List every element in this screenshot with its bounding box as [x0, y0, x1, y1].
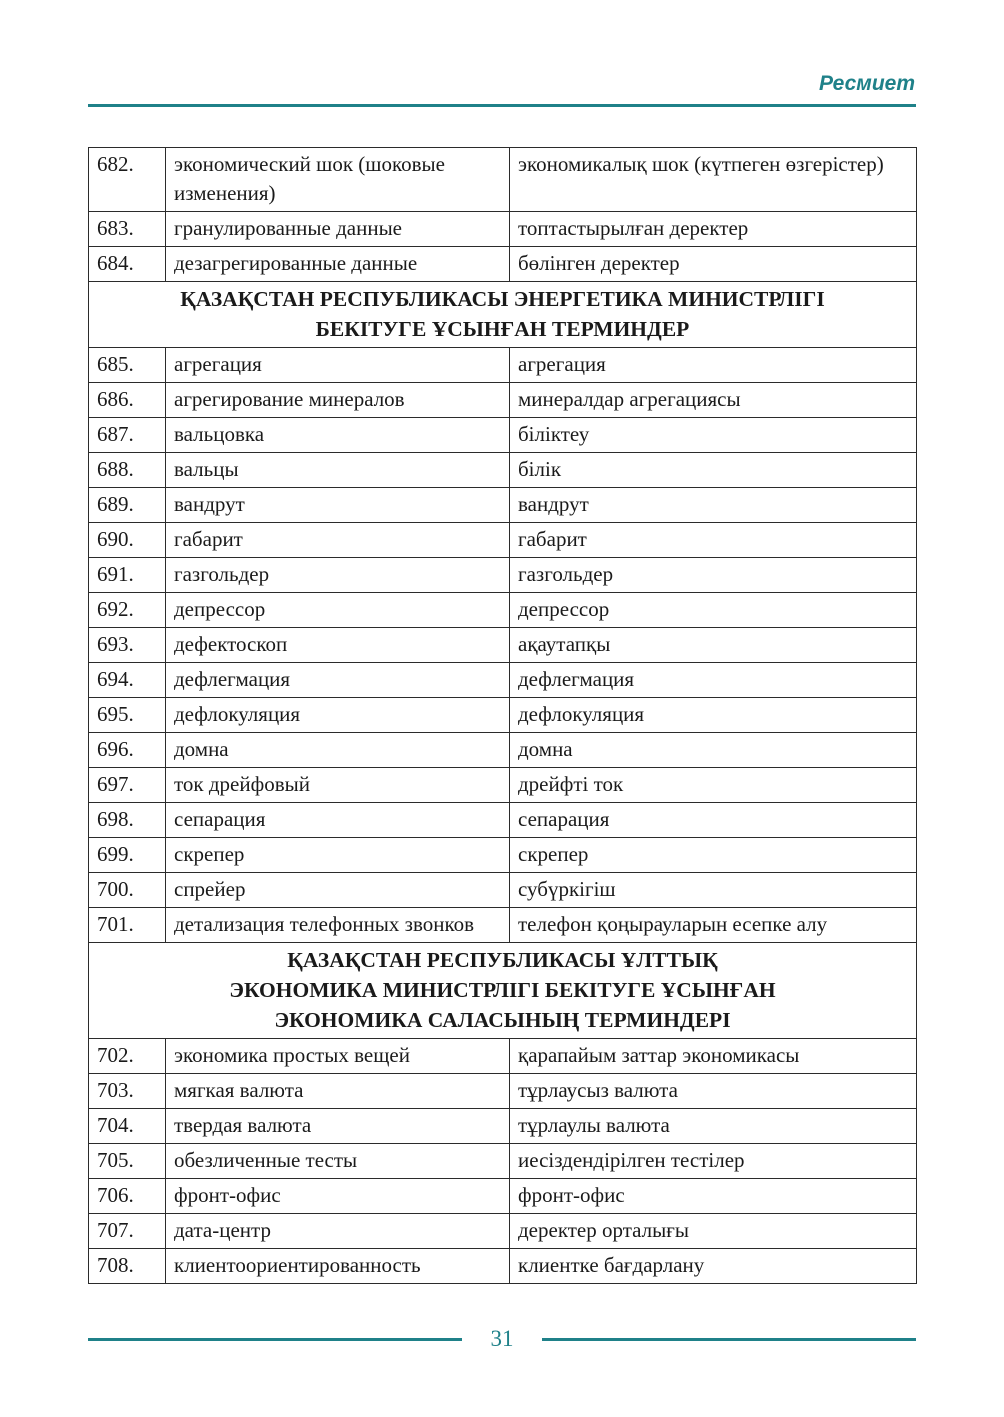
section-heading	[89, 282, 917, 348]
term-number: 705.	[89, 1144, 166, 1179]
table-row	[89, 768, 917, 803]
term-russian: твердая валюта	[166, 1109, 510, 1144]
term-russian: фронт-офис	[166, 1179, 510, 1214]
term-kazakh: клиентке бағдарлану	[510, 1249, 917, 1284]
term-number: 683.	[89, 212, 166, 247]
term-russian: ток дрейфовый	[166, 768, 510, 803]
section-heading-line: ҚАЗАҚСТАН РЕСПУБЛИКАСЫ ЭНЕРГЕТИКА МИНИСТРЛІГІ	[180, 287, 825, 311]
term-kazakh: сепарация	[510, 803, 917, 838]
table-row	[89, 838, 917, 873]
table-row	[89, 698, 917, 733]
term-kazakh: білік	[510, 453, 917, 488]
table-row	[89, 1039, 917, 1074]
table-row	[89, 1074, 917, 1109]
table-row	[89, 558, 917, 593]
table-row	[89, 908, 917, 943]
term-number: 691.	[89, 558, 166, 593]
term-kazakh: қарапайым заттар экономикасы	[510, 1039, 917, 1074]
section-heading	[89, 943, 917, 1039]
term-number: 704.	[89, 1109, 166, 1144]
section-row-economy	[89, 943, 917, 1039]
term-russian: клиентоориентированность	[166, 1249, 510, 1284]
table-row	[89, 628, 917, 663]
table-row	[89, 383, 917, 418]
table-row	[89, 523, 917, 558]
section-heading-line: ЭКОНОМИКА МИНИСТРЛІГІ БЕКІТУГЕ ҰСЫНҒАН	[229, 978, 776, 1002]
term-russian: детализация телефонных звонков	[166, 908, 510, 943]
term-number: 707.	[89, 1214, 166, 1249]
term-russian: агрегация	[166, 348, 510, 383]
term-kazakh: тұрлаулы валюта	[510, 1109, 917, 1144]
footer-rule-left	[88, 1338, 462, 1341]
term-number: 700.	[89, 873, 166, 908]
term-russian: дезагрегированные данные	[166, 247, 510, 282]
term-russian: экономический шок (шоковые изменения)	[166, 148, 510, 212]
term-russian: вандрут	[166, 488, 510, 523]
term-russian: депрессор	[166, 593, 510, 628]
table-row	[89, 1109, 917, 1144]
running-header-title: Ресмиет	[818, 72, 915, 95]
term-number: 689.	[89, 488, 166, 523]
term-number: 695.	[89, 698, 166, 733]
table-row	[89, 1249, 917, 1284]
term-number: 685.	[89, 348, 166, 383]
table-row	[89, 148, 917, 212]
table-row	[89, 1214, 917, 1249]
table-row	[89, 593, 917, 628]
term-kazakh: иесіздендірілген тестілер	[510, 1144, 917, 1179]
term-kazakh: фронт-офис	[510, 1179, 917, 1214]
section-heading-line: ҚАЗАҚСТАН РЕСПУБЛИКАСЫ ҰЛТТЫҚ	[287, 948, 718, 972]
footer-rule-right	[542, 1338, 916, 1341]
term-russian: габарит	[166, 523, 510, 558]
section-row-energy	[89, 282, 917, 348]
term-number: 699.	[89, 838, 166, 873]
term-number: 697.	[89, 768, 166, 803]
term-russian: вальцовка	[166, 418, 510, 453]
terms-table	[88, 147, 917, 1284]
term-russian: дефлегмация	[166, 663, 510, 698]
term-kazakh: деректер орталығы	[510, 1214, 917, 1249]
term-number: 682.	[89, 148, 166, 212]
table-row	[89, 663, 917, 698]
table-row	[89, 873, 917, 908]
term-russian: экономика простых вещей	[166, 1039, 510, 1074]
term-russian: обезличенные тесты	[166, 1144, 510, 1179]
header-rule	[88, 104, 916, 107]
term-kazakh: субүркігіш	[510, 873, 917, 908]
term-number: 692.	[89, 593, 166, 628]
table-row	[89, 803, 917, 838]
table-row	[89, 1144, 917, 1179]
page-number: 31	[490, 1326, 514, 1351]
term-number: 703.	[89, 1074, 166, 1109]
term-number: 688.	[89, 453, 166, 488]
term-russian: спрейер	[166, 873, 510, 908]
term-kazakh: дефлокуляция	[510, 698, 917, 733]
term-kazakh: тұрлаусыз валюта	[510, 1074, 917, 1109]
term-kazakh: ақаутапқы	[510, 628, 917, 663]
term-number: 693.	[89, 628, 166, 663]
term-russian: вальцы	[166, 453, 510, 488]
term-kazakh: агрегация	[510, 348, 917, 383]
table-row	[89, 418, 917, 453]
term-number: 690.	[89, 523, 166, 558]
term-russian: дефлокуляция	[166, 698, 510, 733]
term-russian: дата-центр	[166, 1214, 510, 1249]
term-number: 706.	[89, 1179, 166, 1214]
term-kazakh: телефон қоңырауларын есепке алу	[510, 908, 917, 943]
term-kazakh: дрейфті ток	[510, 768, 917, 803]
table-row	[89, 247, 917, 282]
term-number: 686.	[89, 383, 166, 418]
term-kazakh: габарит	[510, 523, 917, 558]
term-number: 694.	[89, 663, 166, 698]
term-number: 701.	[89, 908, 166, 943]
term-kazakh: экономикалық шок (күтпеген өзгерістер)	[510, 148, 917, 212]
term-russian: домна	[166, 733, 510, 768]
table-row	[89, 733, 917, 768]
term-russian: гранулированные данные	[166, 212, 510, 247]
term-kazakh: депрессор	[510, 593, 917, 628]
table-row	[89, 1179, 917, 1214]
term-russian: скрепер	[166, 838, 510, 873]
table-row	[89, 488, 917, 523]
terms-table-body	[89, 148, 917, 1284]
term-kazakh: домна	[510, 733, 917, 768]
table-row	[89, 453, 917, 488]
term-russian: мягкая валюта	[166, 1074, 510, 1109]
term-kazakh: топтастырылған деректер	[510, 212, 917, 247]
term-russian: сепарация	[166, 803, 510, 838]
term-number: 698.	[89, 803, 166, 838]
term-kazakh: минералдар агрегациясы	[510, 383, 917, 418]
term-kazakh: вандрут	[510, 488, 917, 523]
term-russian: дефектоскоп	[166, 628, 510, 663]
table-row	[89, 348, 917, 383]
section-heading-line: ЭКОНОМИКА САЛАСЫНЫҢ ТЕРМИНДЕРІ	[274, 1008, 731, 1032]
term-number: 702.	[89, 1039, 166, 1074]
term-kazakh: бөлінген деректер	[510, 247, 917, 282]
term-number: 684.	[89, 247, 166, 282]
table-row	[89, 212, 917, 247]
term-russian: газгольдер	[166, 558, 510, 593]
term-number: 687.	[89, 418, 166, 453]
section-heading-line: БЕКІТУГЕ ҰСЫНҒАН ТЕРМИНДЕР	[315, 317, 690, 341]
term-kazakh: газгольдер	[510, 558, 917, 593]
term-kazakh: дефлегмация	[510, 663, 917, 698]
term-number: 696.	[89, 733, 166, 768]
term-kazakh: скрепер	[510, 838, 917, 873]
term-russian: агрегирование минералов	[166, 383, 510, 418]
term-kazakh: біліктеу	[510, 418, 917, 453]
term-number: 708.	[89, 1249, 166, 1284]
